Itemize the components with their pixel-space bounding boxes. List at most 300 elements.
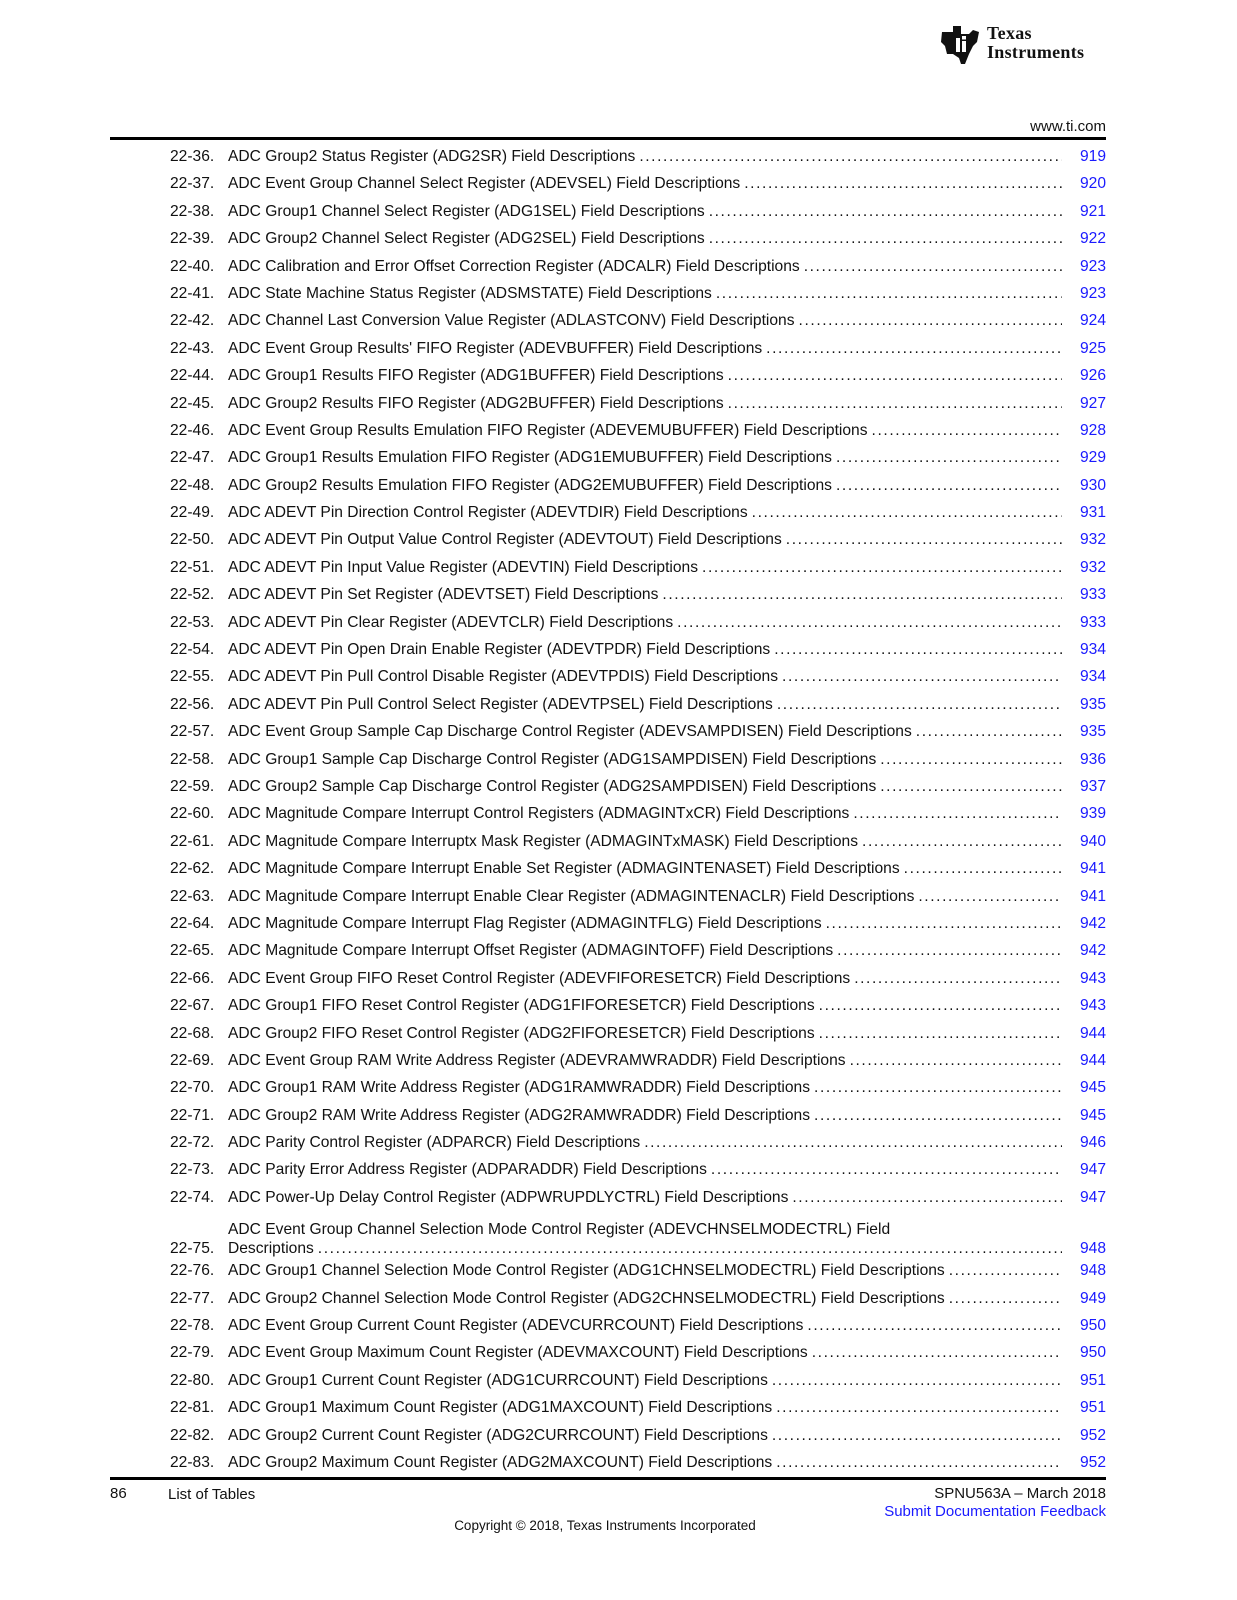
- toc-entry-title[interactable]: ADC Group2 FIFO Reset Control Register (ADG2FIFORESETCR) Field Descriptions: [228, 1024, 815, 1042]
- toc-entry-title-wrap: [228, 203, 1072, 221]
- toc-entry-title[interactable]: ADC ADEVT Pin Open Drain Enable Register (ADEVTPDR) Field Descriptions: [228, 641, 771, 659]
- toc-entry-number: 22-58.: [170, 750, 215, 768]
- toc-entry[interactable]: [170, 888, 1106, 915]
- dot-leader: [711, 1161, 1062, 1179]
- dot-leader: [799, 312, 1062, 330]
- toc-entry-page-link[interactable]: 928: [1079, 421, 1106, 439]
- toc-entry[interactable]: [170, 504, 1106, 531]
- toc-entry-page-link[interactable]: 940: [1079, 832, 1106, 850]
- document-id: SPNU563A – March 2018: [934, 1485, 1106, 1502]
- toc-entry[interactable]: [170, 970, 1106, 997]
- toc-entry-title-wrap: [228, 312, 1072, 330]
- toc-entry-page-link[interactable]: 937: [1079, 777, 1106, 795]
- toc-entry[interactable]: [170, 1216, 1106, 1262]
- toc-entry-title[interactable]: ADC Channel Last Conversion Value Register (ADLASTCONV) Field Descriptions: [228, 312, 795, 330]
- dot-leader: [904, 860, 1062, 878]
- toc-entry-title[interactable]: ADC ADEVT Pin Set Register (ADEVTSET) Field Descriptions: [228, 586, 659, 604]
- toc-entry[interactable]: [170, 915, 1106, 942]
- toc-entry-title[interactable]: ADC Group2 Results FIFO Register (ADG2BUFFER) Field Descriptions: [228, 394, 724, 412]
- dot-leader: [850, 1052, 1062, 1070]
- toc-entry[interactable]: [170, 148, 1106, 175]
- dot-leader: [752, 504, 1062, 522]
- toc-entry-number: 22-50.: [170, 531, 215, 549]
- toc-entry-title-wrap: [228, 367, 1072, 385]
- toc-entry-page-link[interactable]: 945: [1079, 1079, 1106, 1097]
- toc-entry-title[interactable]: ADC Magnitude Compare Interrupt Enable Clear Register (ADMAGINTENACLR) Field Descriptions: [228, 887, 915, 905]
- dot-leader: [716, 285, 1062, 303]
- toc-entry-page-link[interactable]: 942: [1079, 942, 1106, 960]
- toc-entry-number: 22-75.: [170, 1240, 215, 1258]
- toc-entry[interactable]: [170, 833, 1106, 860]
- toc-entry-page-link[interactable]: 923: [1079, 284, 1106, 302]
- toc-entry-title-wrap: [228, 833, 1072, 851]
- toc-entry[interactable]: [170, 449, 1106, 476]
- toc-entry-number: 22-51.: [170, 558, 215, 576]
- toc-entry-page-link[interactable]: 932: [1079, 558, 1106, 576]
- toc-entry-page-link[interactable]: 952: [1079, 1426, 1106, 1444]
- toc-entry-page-link[interactable]: 942: [1079, 914, 1106, 932]
- dot-leader: [826, 915, 1062, 933]
- toc-entry-title-wrap: [228, 1189, 1072, 1207]
- toc-entry-number: 22-47.: [170, 449, 215, 467]
- dot-leader: [772, 1427, 1062, 1445]
- toc-entry-page-link[interactable]: 934: [1079, 641, 1106, 659]
- toc-entry-title-wrap: [228, 970, 1072, 988]
- toc-entry-title[interactable]: ADC Magnitude Compare Interrupt Flag Register (ADMAGINTFLG) Field Descriptions: [228, 914, 822, 932]
- header-rule: [110, 137, 1106, 140]
- dot-leader: [836, 477, 1062, 495]
- toc-entry-title-wrap: [228, 751, 1072, 769]
- toc-entry-number: 22-80.: [170, 1371, 215, 1389]
- toc-entry[interactable]: [170, 285, 1106, 312]
- section-name: List of Tables: [168, 1486, 256, 1503]
- toc-entry-title-wrap: [228, 477, 1072, 495]
- dot-leader: [814, 1107, 1062, 1125]
- toc-entry-title[interactable]: ADC Event Group Results' FIFO Register (ADEVBUFFER) Field Descriptions: [228, 339, 763, 357]
- toc-entry[interactable]: [170, 559, 1106, 586]
- toc-entry-page-link[interactable]: 945: [1079, 1106, 1106, 1124]
- toc-entry-number: 22-45.: [170, 394, 215, 412]
- toc-entry-title[interactable]: ADC Event Group Results Emulation FIFO Register (ADEVEMUBUFFER) Field Descriptions: [228, 421, 868, 439]
- toc-entry-title-wrap: [228, 668, 1072, 686]
- toc-entry[interactable]: [170, 1344, 1106, 1371]
- toc-entry-title[interactable]: ADC Group1 Maximum Count Register (ADG1MAXCOUNT) Field Descriptions: [228, 1399, 773, 1417]
- toc-entry-number: 22-66.: [170, 969, 215, 987]
- toc-entry-title[interactable]: ADC State Machine Status Register (ADSMSTATE) Field Descriptions: [228, 284, 712, 302]
- toc-entry-title-wrap: [228, 586, 1072, 604]
- toc-entry-page-link[interactable]: 931: [1079, 504, 1106, 522]
- toc-entry-page-link[interactable]: 935: [1079, 695, 1106, 713]
- dot-leader: [853, 805, 1062, 823]
- toc-entry-title-wrap: [228, 696, 1072, 714]
- toc-entry[interactable]: [170, 1161, 1106, 1188]
- dot-leader: [644, 1134, 1062, 1152]
- dot-leader: [854, 970, 1062, 988]
- dot-leader: [862, 833, 1062, 851]
- toc-entry-number: 22-78.: [170, 1317, 215, 1335]
- toc-entry-page-link[interactable]: 927: [1079, 394, 1106, 412]
- toc-entry-page-link[interactable]: 944: [1079, 1051, 1106, 1069]
- toc-entry-title-wrap: [228, 1399, 1072, 1417]
- dot-leader: [709, 203, 1062, 221]
- toc-entry-page-link[interactable]: 923: [1079, 257, 1106, 275]
- dot-leader: [782, 668, 1062, 686]
- toc-entry-title-wrap: [228, 915, 1072, 933]
- toc-entry[interactable]: [170, 1317, 1106, 1344]
- toc-entry-page-link[interactable]: 934: [1079, 668, 1106, 686]
- toc-entry-title-wrap: [228, 504, 1072, 522]
- toc-entry-title-wrap: [228, 1107, 1072, 1125]
- toc-entry-number: 22-54.: [170, 641, 215, 659]
- dot-leader: [776, 1399, 1062, 1417]
- toc-entry-title-wrap: [228, 1161, 1072, 1179]
- toc-entry-number: 22-62.: [170, 860, 215, 878]
- toc-entry-number: 22-36.: [170, 148, 215, 165]
- toc-entry-number: 22-48.: [170, 476, 215, 494]
- dot-leader: [702, 559, 1062, 577]
- toc-entry-page-link[interactable]: 948: [1079, 1262, 1106, 1280]
- toc-entry-title-continued[interactable]: Descriptions: [228, 1240, 314, 1258]
- toc-entry-page-link[interactable]: 946: [1079, 1134, 1106, 1152]
- toc-entry-number: 22-81.: [170, 1399, 215, 1417]
- toc-entry-number: 22-72.: [170, 1134, 215, 1152]
- toc-entry[interactable]: [170, 778, 1106, 805]
- toc-entry[interactable]: [170, 477, 1106, 504]
- toc-entry-number: 22-68.: [170, 1024, 215, 1042]
- toc-entry-title[interactable]: ADC Group2 Maximum Count Register (ADG2MAXCOUNT) Field Descriptions: [228, 1453, 773, 1471]
- toc-entry-title-wrap: [228, 148, 1072, 166]
- dot-leader: [639, 148, 1062, 166]
- toc-entry-title-wrap: [228, 1052, 1072, 1070]
- toc-entry-number: 22-69.: [170, 1051, 215, 1069]
- toc-entry-page-link[interactable]: 947: [1079, 1188, 1106, 1206]
- toc-entry[interactable]: [170, 1399, 1106, 1426]
- toc-entry-page-link[interactable]: 930: [1079, 476, 1106, 494]
- toc-entry[interactable]: [170, 614, 1106, 641]
- dot-leader: [774, 641, 1062, 659]
- toc-entry-title-wrap: [228, 449, 1072, 467]
- toc-entry-number: 22-73.: [170, 1161, 215, 1179]
- dot-leader: [837, 942, 1062, 960]
- toc-entry-title[interactable]: ADC ADEVT Pin Pull Control Disable Register (ADEVTPDIS) Field Descriptions: [228, 668, 779, 686]
- dot-leader: [786, 531, 1062, 549]
- dot-leader: [662, 586, 1062, 604]
- toc-entry-title[interactable]: ADC Magnitude Compare Interrupt Control Registers (ADMAGINTxCR) Field Descriptions: [228, 805, 850, 823]
- toc-entry-title[interactable]: ADC Group1 Results FIFO Register (ADG1BUFFER) Field Descriptions: [228, 367, 724, 385]
- toc-entry-title[interactable]: ADC Group2 Results Emulation FIFO Register (ADG2EMUBUFFER) Field Descriptions: [228, 476, 832, 494]
- toc-entry-title[interactable]: ADC Event Group FIFO Reset Control Register (ADEVFIFORESETCR) Field Descriptions: [228, 969, 851, 987]
- toc-entry-title[interactable]: ADC Group1 Channel Selection Mode Control Register (ADG1CHNSELMODECTRL) Field Descriptions: [228, 1262, 945, 1280]
- toc-entry-title-wrap: [228, 422, 1072, 440]
- logo-wordmark: [987, 24, 1084, 62]
- logo-line2: Instruments: [987, 42, 1085, 62]
- dot-leader: [728, 367, 1062, 385]
- dot-leader: [728, 395, 1062, 413]
- toc-entry[interactable]: [170, 203, 1106, 230]
- toc-entry[interactable]: [170, 1427, 1106, 1454]
- toc-entry-title[interactable]: ADC ADEVT Pin Clear Register (ADEVTCLR) Field Descriptions: [228, 613, 674, 631]
- toc-entry[interactable]: [170, 1290, 1106, 1317]
- toc-entry-title-wrap: [228, 230, 1072, 248]
- dot-leader: [766, 340, 1062, 358]
- toc-entry-title[interactable]: ADC Event Group RAM Write Address Register (ADEVRAMWRADDR) Field Descriptions: [228, 1051, 846, 1069]
- toc-entry-title[interactable]: ADC Group1 FIFO Reset Control Register (ADG1FIFORESETCR) Field Descriptions: [228, 997, 815, 1015]
- toc-entry[interactable]: [170, 1372, 1106, 1399]
- toc-entry[interactable]: [170, 751, 1106, 778]
- toc-entry[interactable]: [170, 531, 1106, 558]
- toc-entry-title-wrap: [228, 1025, 1072, 1043]
- toc-entry-number: 22-63.: [170, 887, 215, 905]
- toc-entry-number: 22-41.: [170, 284, 215, 302]
- toc-entry-page-link[interactable]: 932: [1079, 531, 1106, 549]
- dot-leader: [918, 888, 1062, 906]
- toc-entry-title-wrap: [228, 860, 1072, 878]
- toc-entry-page-link[interactable]: 921: [1079, 202, 1106, 220]
- toc-entry-number: 22-43.: [170, 339, 215, 357]
- toc-entry-title-wrap: [228, 614, 1072, 632]
- toc-entry-title[interactable]: ADC Group2 Channel Select Register (ADG2SEL) Field Descriptions: [228, 230, 705, 248]
- dot-leader: [744, 175, 1062, 193]
- dot-leader: [880, 751, 1062, 769]
- toc-entry-number: 22-60.: [170, 805, 215, 823]
- toc-entry-page-link[interactable]: 944: [1079, 1024, 1106, 1042]
- ti-logo-icon: [939, 24, 981, 66]
- toc-entry-title[interactable]: ADC Parity Error Address Register (ADPARADDR) Field Descriptions: [228, 1161, 707, 1179]
- toc-entry-number: 22-65.: [170, 942, 215, 960]
- toc-entry-title[interactable]: ADC Event Group Channel Select Register (ADEVSEL) Field Descriptions: [228, 175, 741, 193]
- toc-entry[interactable]: [170, 586, 1106, 613]
- dot-leader: [819, 1025, 1062, 1043]
- toc-entry-page-link[interactable]: 922: [1079, 230, 1106, 248]
- toc-entry-title-wrap: [228, 1290, 1072, 1308]
- toc-entry-title[interactable]: ADC ADEVT Pin Direction Control Register (ADEVTDIR) Field Descriptions: [228, 504, 748, 522]
- toc-entry-page-link[interactable]: 947: [1079, 1161, 1106, 1179]
- toc-entry-page-link[interactable]: 933: [1079, 586, 1106, 604]
- toc-entry-page-link[interactable]: 920: [1079, 175, 1106, 193]
- toc-entry-title[interactable]: ADC Group1 Channel Select Register (ADG1SEL) Field Descriptions: [228, 202, 705, 220]
- toc-entry-title[interactable]: ADC Group1 Sample Cap Discharge Control Register (ADG1SAMPDISEN) Field Descriptions: [228, 750, 877, 768]
- toc-entry-title[interactable]: ADC Parity Control Register (ADPARCR) Field Descriptions: [228, 1134, 641, 1152]
- toc-entry[interactable]: [170, 1262, 1106, 1289]
- toc-entry-title[interactable]: ADC ADEVT Pin Pull Control Select Register (ADEVTPSEL) Field Descriptions: [228, 695, 773, 713]
- toc-entry-number: 22-53.: [170, 613, 215, 631]
- dot-leader: [772, 1372, 1062, 1390]
- toc-entry-page-link[interactable]: 933: [1079, 613, 1106, 631]
- toc-entry-page-link[interactable]: 950: [1079, 1344, 1106, 1362]
- toc-entry-title-wrap: [228, 805, 1072, 823]
- toc-entry[interactable]: [170, 723, 1106, 750]
- dot-leader: [777, 696, 1062, 714]
- toc-entry[interactable]: [170, 1107, 1106, 1134]
- toc-entry-page-link[interactable]: 935: [1079, 723, 1106, 741]
- toc-entry-number: 22-42.: [170, 312, 215, 330]
- toc-entry-title-wrap: [228, 285, 1072, 303]
- toc-entry-number: 22-70.: [170, 1079, 215, 1097]
- toc-entry[interactable]: [170, 641, 1106, 668]
- toc-entry[interactable]: [170, 258, 1106, 285]
- toc-entry-title-wrap: [228, 723, 1072, 741]
- toc-entry-number: 22-39.: [170, 230, 215, 248]
- toc-entry-title-wrap: [228, 559, 1072, 577]
- toc-entry-title-wrap: [228, 641, 1072, 659]
- toc-entry-title-wrap: [228, 1220, 1072, 1258]
- toc-entry-title[interactable]: ADC Group2 Channel Selection Mode Control Register (ADG2CHNSELMODECTRL) Field Descriptions: [228, 1289, 945, 1307]
- toc-entry[interactable]: [170, 696, 1106, 723]
- toc-entry-number: 22-46.: [170, 421, 215, 439]
- toc-entry-number: 22-67.: [170, 997, 215, 1015]
- toc-entry-title-wrap: [228, 1344, 1072, 1362]
- toc-entry-title[interactable]: ADC Group1 Current Count Register (ADG1CURRCOUNT) Field Descriptions: [228, 1371, 768, 1389]
- toc-entry-number: 22-76.: [170, 1262, 215, 1280]
- toc-entry-page-link[interactable]: 924: [1079, 312, 1106, 330]
- dot-leader: [318, 1239, 1062, 1258]
- toc-entry-number: 22-52.: [170, 586, 215, 604]
- toc-entry[interactable]: [170, 1079, 1106, 1106]
- toc-entry-title-wrap: [228, 1134, 1072, 1152]
- toc-entry-number: 22-40.: [170, 257, 215, 275]
- toc-entry-page-link[interactable]: 949: [1079, 1289, 1106, 1307]
- toc-entry[interactable]: [170, 668, 1106, 695]
- toc-entry-number: 22-79.: [170, 1344, 215, 1362]
- toc-entry-title-wrap: [228, 1317, 1072, 1335]
- toc-entry-page-link[interactable]: 925: [1079, 339, 1106, 357]
- toc-entry-title[interactable]: ADC Event Group Channel Selection Mode Control Register (ADEVCHNSELMODECTRL) Field: [228, 1221, 891, 1239]
- toc-entry-page-link[interactable]: 951: [1079, 1399, 1106, 1417]
- dot-leader: [792, 1189, 1062, 1207]
- toc-entry[interactable]: [170, 367, 1106, 394]
- page-number: 86: [110, 1485, 127, 1502]
- toc-entry-title[interactable]: ADC Power-Up Delay Control Register (ADPWRUPDLYCTRL) Field Descriptions: [228, 1188, 789, 1206]
- toc-entry[interactable]: [170, 422, 1106, 449]
- toc-entry-number: 22-38.: [170, 202, 215, 220]
- toc-entry[interactable]: [170, 997, 1106, 1024]
- dot-leader: [836, 449, 1062, 467]
- dot-leader: [880, 778, 1062, 796]
- toc-entry-number: 22-55.: [170, 668, 215, 686]
- toc-entry-page-link[interactable]: 926: [1079, 367, 1106, 385]
- toc-entry-page-link[interactable]: 929: [1079, 449, 1106, 467]
- toc-entry-page-link[interactable]: 950: [1079, 1317, 1106, 1335]
- toc-entry-page-link[interactable]: 941: [1079, 887, 1106, 905]
- toc-entry-title[interactable]: ADC ADEVT Pin Input Value Register (ADEVTIN) Field Descriptions: [228, 558, 699, 576]
- toc-entry[interactable]: [170, 860, 1106, 887]
- toc-entry-number: 22-61.: [170, 832, 215, 850]
- dot-leader: [709, 230, 1062, 248]
- toc-entry-title-wrap: [228, 997, 1072, 1015]
- toc-entry-title-wrap: [228, 1262, 1072, 1280]
- toc-entry-number: 22-83.: [170, 1453, 215, 1471]
- toc-entry-number: 22-37.: [170, 175, 215, 193]
- toc-entry-title[interactable]: ADC Event Group Current Count Register (ADEVCURRCOUNT) Field Descriptions: [228, 1317, 804, 1335]
- toc-entry-number: 22-82.: [170, 1426, 215, 1444]
- toc-entry-page-link[interactable]: 952: [1079, 1453, 1106, 1471]
- toc-entry-title-wrap: [228, 1427, 1072, 1445]
- list-of-tables: [170, 148, 1106, 1481]
- toc-entry-number: 22-57.: [170, 723, 215, 741]
- toc-entry[interactable]: [170, 1134, 1106, 1161]
- toc-entry-page-link[interactable]: 951: [1079, 1371, 1106, 1389]
- toc-entry-title-wrap: [228, 778, 1072, 796]
- toc-entry-title[interactable]: ADC Magnitude Compare Interruptx Mask Register (ADMAGINTxMASK) Field Descriptions: [228, 832, 859, 850]
- toc-entry-title[interactable]: ADC Group2 Current Count Register (ADG2CURRCOUNT) Field Descriptions: [228, 1426, 768, 1444]
- toc-entry-title-wrap: [228, 888, 1072, 906]
- toc-entry-page-link[interactable]: 943: [1079, 969, 1106, 987]
- footer-rule: [110, 1477, 1106, 1480]
- toc-entry-number: 22-74.: [170, 1188, 215, 1206]
- toc-entry-title-wrap: [228, 395, 1072, 413]
- dot-leader: [776, 1454, 1062, 1472]
- toc-entry[interactable]: [170, 175, 1106, 202]
- dot-leader: [819, 997, 1062, 1015]
- toc-entry[interactable]: [170, 340, 1106, 367]
- toc-entry-number: 22-59.: [170, 777, 215, 795]
- dot-leader: [949, 1290, 1062, 1308]
- toc-entry-title-wrap: [228, 942, 1072, 960]
- toc-entry-title[interactable]: ADC Group1 RAM Write Address Register (ADG1RAMWRADDR) Field Descriptions: [228, 1079, 811, 1097]
- toc-entry[interactable]: [170, 1189, 1106, 1216]
- toc-entry-title[interactable]: ADC Group2 Status Register (ADG2SR) Field Descriptions: [228, 148, 636, 165]
- toc-entry-title-wrap: [228, 258, 1072, 276]
- dot-leader: [916, 723, 1062, 741]
- dot-leader: [949, 1262, 1062, 1280]
- copyright: Copyright © 2018, Texas Instruments Incorporated: [454, 1518, 756, 1533]
- toc-entry-title[interactable]: ADC Magnitude Compare Interrupt Enable Set Register (ADMAGINTENASET) Field Descriptions: [228, 860, 900, 878]
- logo-line1: Texas: [987, 23, 1032, 43]
- toc-entry-title[interactable]: ADC Event Group Maximum Count Register (ADEVMAXCOUNT) Field Descriptions: [228, 1344, 808, 1362]
- dot-leader: [872, 422, 1062, 440]
- toc-entry-title[interactable]: ADC Group2 RAM Write Address Register (ADG2RAMWRADDR) Field Descriptions: [228, 1106, 811, 1124]
- toc-entry[interactable]: [170, 395, 1106, 422]
- toc-entry-title[interactable]: ADC Calibration and Error Offset Correction Register (ADCALR) Field Descriptions: [228, 257, 800, 275]
- toc-entry-page-link[interactable]: 941: [1079, 860, 1106, 878]
- toc-entry-title[interactable]: ADC Magnitude Compare Interrupt Offset Register (ADMAGINTOFF) Field Descriptions: [228, 942, 834, 960]
- toc-entry-page-link[interactable]: 939: [1079, 805, 1106, 823]
- dot-leader: [812, 1344, 1062, 1362]
- toc-entry[interactable]: [170, 942, 1106, 969]
- toc-entry[interactable]: [170, 1052, 1106, 1079]
- toc-entry-title[interactable]: ADC Event Group Sample Cap Discharge Control Register (ADEVSAMPDISEN) Field Descriptions: [228, 723, 912, 741]
- toc-entry-title-wrap: [228, 175, 1072, 193]
- toc-entry-title[interactable]: ADC Group2 Sample Cap Discharge Control Register (ADG2SAMPDISEN) Field Descriptions: [228, 777, 877, 795]
- dot-leader: [807, 1317, 1062, 1335]
- toc-entry-title-wrap: [228, 531, 1072, 549]
- dot-leader: [804, 258, 1062, 276]
- toc-entry-title[interactable]: ADC ADEVT Pin Output Value Control Register (ADEVTOUT) Field Descriptions: [228, 531, 782, 549]
- toc-entry-page-link[interactable]: 943: [1079, 997, 1106, 1015]
- toc-entry-page-link[interactable]: 948: [1079, 1240, 1106, 1258]
- dot-leader: [677, 614, 1062, 632]
- toc-entry-page-link[interactable]: 919: [1079, 148, 1106, 165]
- toc-entry-number: 22-49.: [170, 504, 215, 522]
- dot-leader: [814, 1079, 1062, 1097]
- toc-entry-page-link[interactable]: 936: [1079, 750, 1106, 768]
- toc-entry-title[interactable]: ADC Group1 Results Emulation FIFO Register (ADG1EMUBUFFER) Field Descriptions: [228, 449, 832, 467]
- toc-entry-number: 22-77.: [170, 1289, 215, 1307]
- ti-logo: [939, 24, 1084, 66]
- toc-entry[interactable]: [170, 230, 1106, 257]
- toc-entry-number: 22-71.: [170, 1106, 215, 1124]
- toc-entry[interactable]: [170, 805, 1106, 832]
- submit-feedback-link[interactable]: Submit Documentation Feedback: [884, 1503, 1106, 1520]
- toc-entry-title-wrap: [228, 340, 1072, 358]
- toc-entry-title-wrap: [228, 1372, 1072, 1390]
- toc-entry[interactable]: [170, 312, 1106, 339]
- toc-entry-title-wrap: [228, 1454, 1072, 1472]
- site-url[interactable]: www.ti.com: [1030, 118, 1106, 135]
- toc-entry-number: 22-44.: [170, 367, 215, 385]
- toc-entry-title-continued-line: [228, 1239, 1072, 1258]
- toc-entry[interactable]: [170, 1025, 1106, 1052]
